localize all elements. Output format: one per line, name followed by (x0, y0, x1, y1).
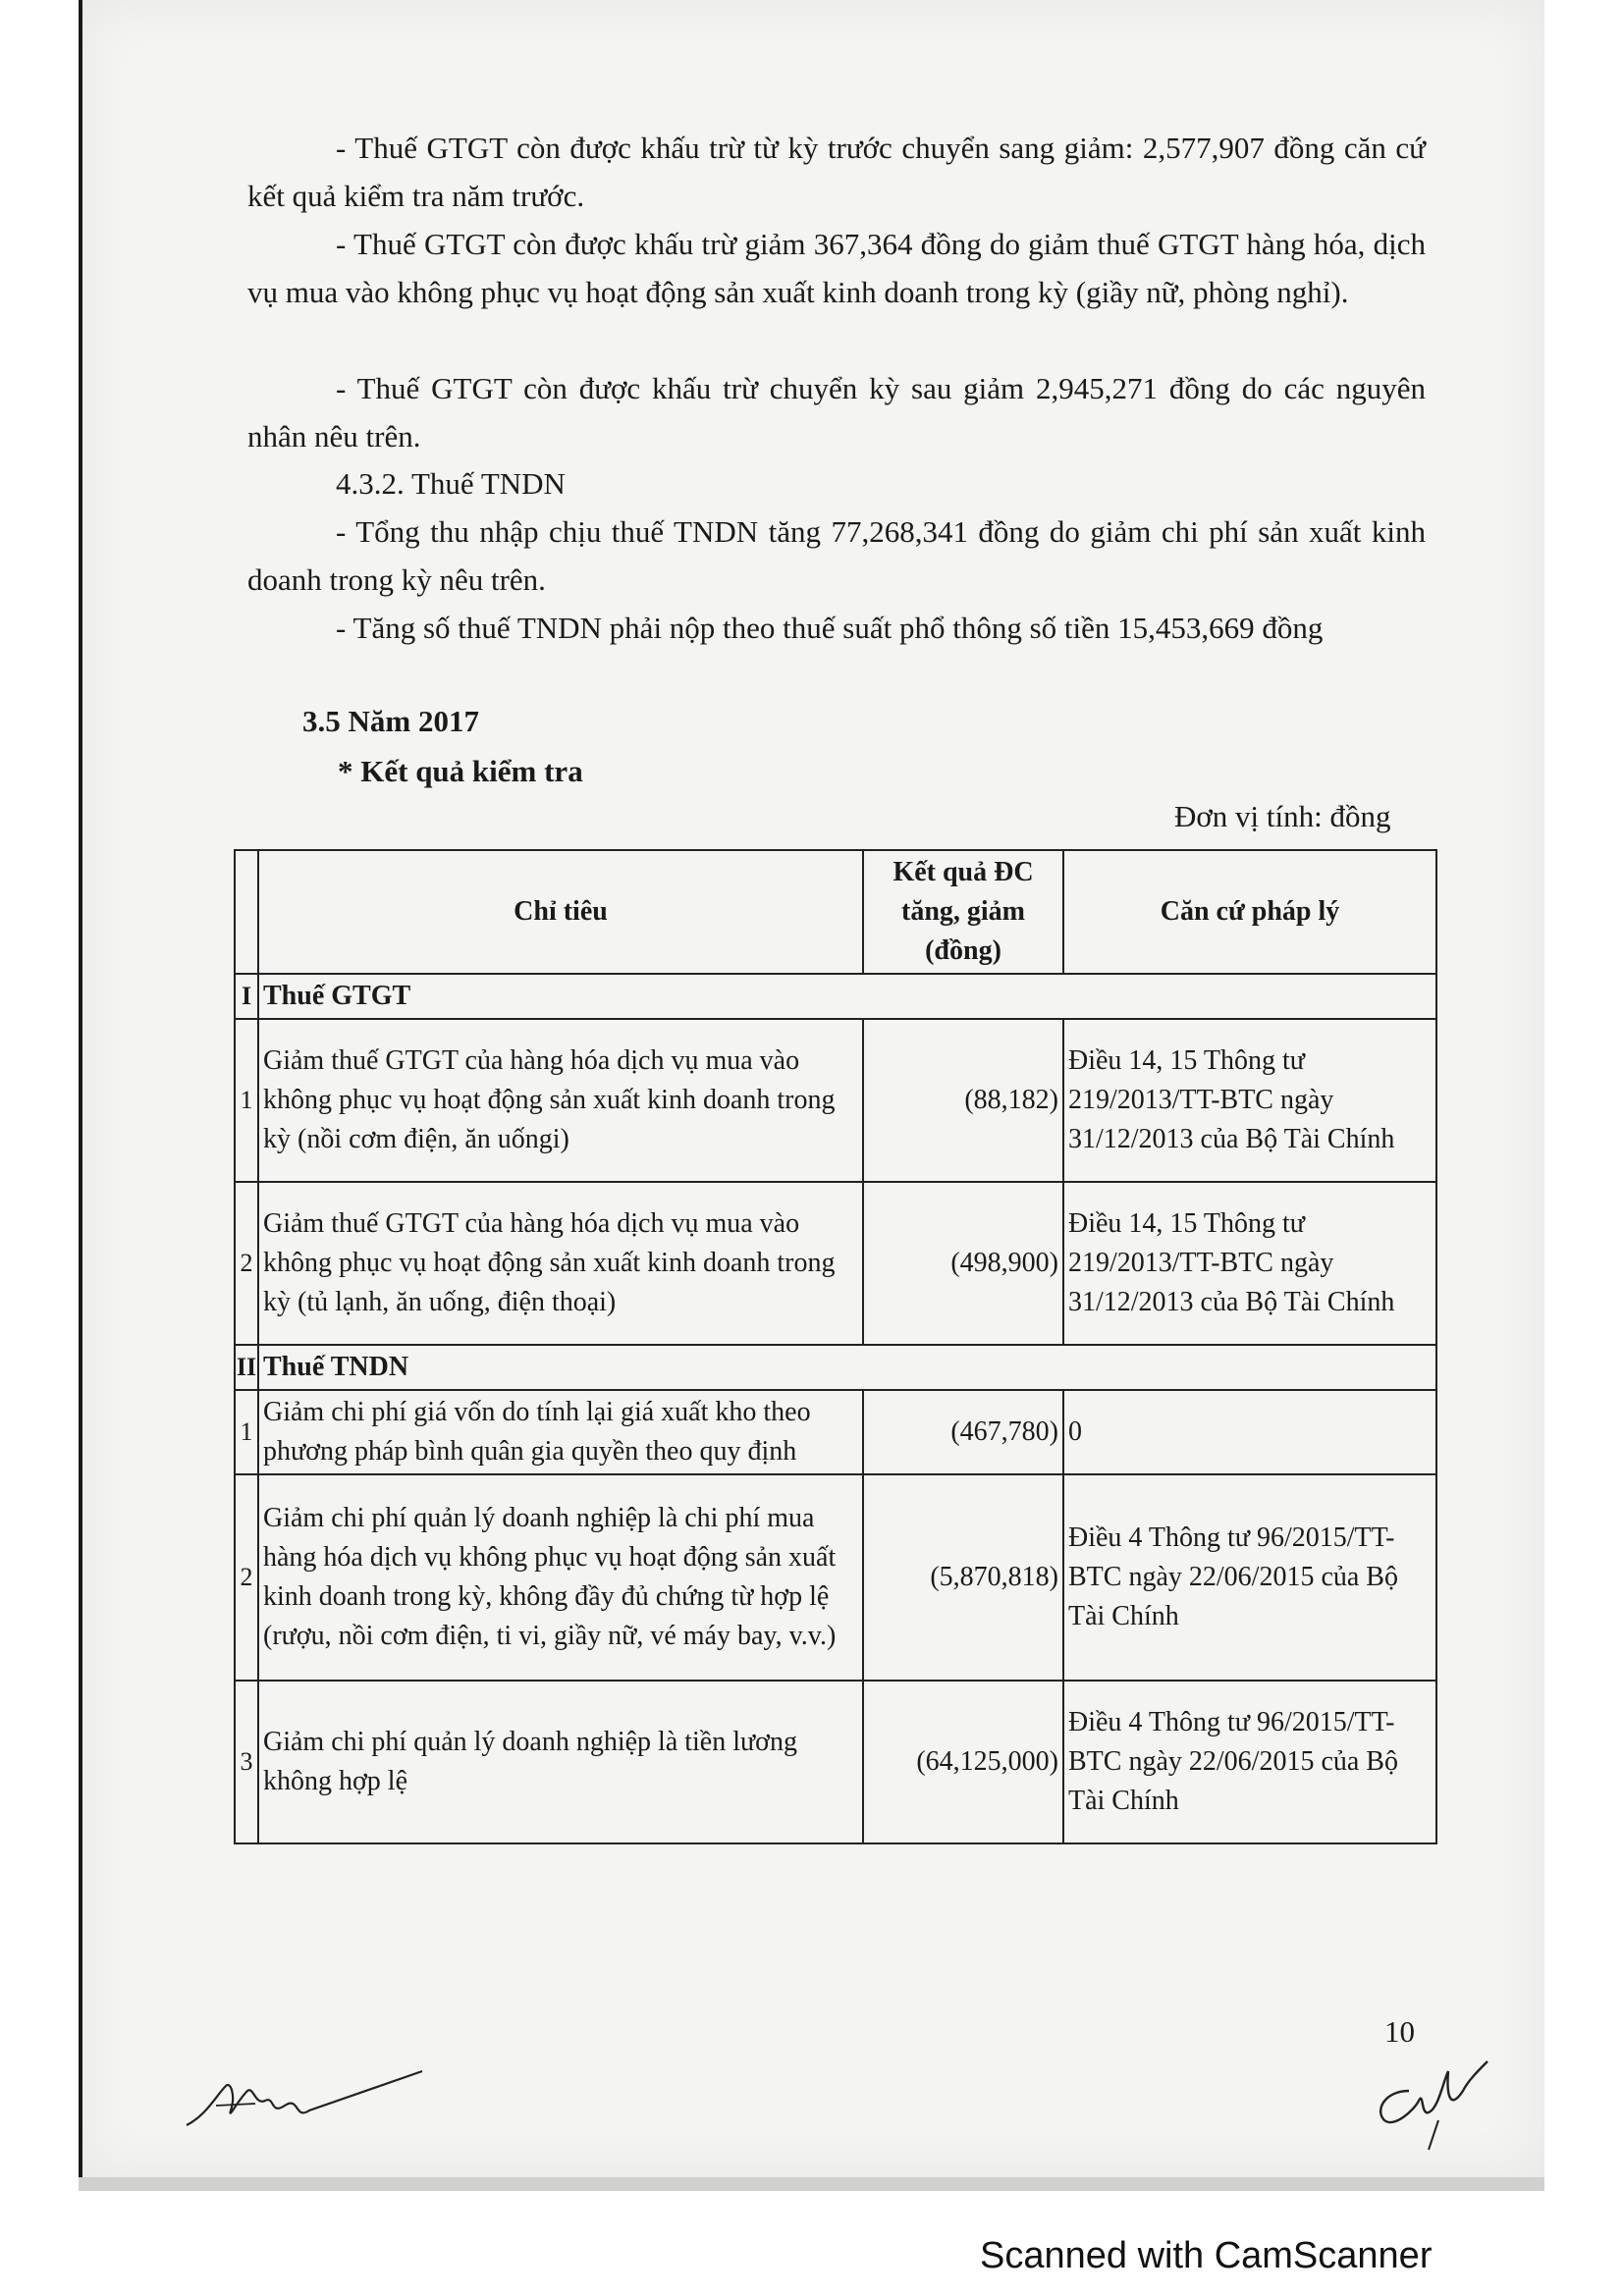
row-description: Giảm thuế GTGT của hàng hóa dịch vụ mua vào không phục vụ hoạt động sản xuất kinh doanh trong kỳ (tủ lạnh, ăn uống, điện thoại) (258, 1182, 863, 1345)
row-amount: (467,780) (863, 1390, 1063, 1474)
header-legal-basis: Căn cứ pháp lý (1063, 850, 1436, 974)
row-num: 1 (235, 1019, 258, 1182)
row-description: Giảm chi phí quản lý doanh nghiệp là chi phí mua hàng hóa dịch vụ không phục vụ hoạt động sản xuất kinh doanh trong kỳ, không đầy đủ chứng từ hợp lệ (rượu, nồi cơm điện, ti vi, giầy nữ, vé máy bay, v.v.) (258, 1474, 863, 1681)
row-num: 3 (235, 1681, 258, 1843)
section-title: Thuế TNDN (258, 1345, 1436, 1390)
row-legal-basis: Điều 14, 15 Thông tư 219/2013/TT-BTC ngày 31/12/2013 của Bộ Tài Chính (1063, 1019, 1436, 1182)
header-result-line1: Kết quả ĐC (893, 857, 1034, 887)
row-amount: (88,182) (863, 1019, 1063, 1182)
section-heading-2017: 3.5 Năm 2017 (302, 704, 479, 738)
row-num: 1 (235, 1390, 258, 1474)
row-num: 2 (235, 1182, 258, 1345)
row-num: 2 (235, 1474, 258, 1681)
section-num: II (235, 1345, 258, 1390)
row-description: Giảm chi phí giá vốn do tính lại giá xuất kho theo phương pháp bình quân gia quyền theo quy định (258, 1390, 863, 1474)
paragraph-vat-deduction-reduced: - Thuế GTGT còn được khấu trừ giảm 367,364 đồng do giảm thuế GTGT hàng hóa, dịch vụ mua vào không phục vụ hoạt động sản xuất kinh doanh trong kỳ (giầy nữ, phòng nghỉ). (247, 227, 1426, 309)
camscanner-watermark: Scanned with CamScanner (980, 2235, 1433, 2276)
paper-edge-shadow (79, 0, 82, 2177)
row-legal-basis: Điều 14, 15 Thông tư 219/2013/TT-BTC ngày 31/12/2013 của Bộ Tài Chính (1063, 1182, 1436, 1345)
row-amount: (498,900) (863, 1182, 1063, 1345)
audit-results-table (234, 849, 1437, 1844)
paragraph-vat-carried-forward: - Thuế GTGT còn được khấu trừ từ kỳ trước chuyển sang giảm: 2,577,907 đồng căn cứ kết quả kiểm tra năm trước. (247, 131, 1426, 213)
section-row-cit (235, 1345, 1436, 1390)
table-header-row (235, 850, 1436, 974)
row-legal-basis: Điều 4 Thông tư 96/2015/TT-BTC ngày 22/06/2015 của Bộ Tài Chính (1063, 1474, 1436, 1681)
header-indicator: Chỉ tiêu (258, 850, 863, 974)
row-legal-basis: Điều 4 Thông tư 96/2015/TT-BTC ngày 22/06/2015 của Bộ Tài Chính (1063, 1681, 1436, 1843)
row-amount: (64,125,000) (863, 1681, 1063, 1843)
header-num-cell (235, 850, 258, 974)
results-heading: * Kết quả kiểm tra (338, 754, 583, 788)
header-result (863, 850, 1063, 974)
section-title: Thuế GTGT (258, 974, 1436, 1019)
table-row (235, 1182, 1436, 1345)
header-result-line2: tăng, giảm (901, 896, 1025, 927)
section-num: I (235, 974, 258, 1019)
paragraph-vat-next-period: - Thuế GTGT còn được khấu trừ chuyển kỳ sau giảm 2,945,271 đồng do các nguyên nhân nêu trên. (247, 371, 1426, 454)
paragraph-cit-payable: - Tăng số thuế TNDN phải nộp theo thuế suất phổ thông số tiền 15,453,669 đồng (336, 611, 1324, 645)
paper-bottom-edge (79, 2177, 1544, 2191)
table-row (235, 1390, 1436, 1474)
paragraph-taxable-income: - Tổng thu nhập chịu thuế TNDN tăng 77,268,341 đồng do giảm chi phí sản xuất kinh doanh trong kỳ nêu trên. (247, 514, 1426, 597)
table-row (235, 1681, 1436, 1843)
row-description: Giảm chi phí quản lý doanh nghiệp là tiền lương không hợp lệ (258, 1681, 863, 1843)
unit-label: Đơn vị tính: đồng (1174, 799, 1391, 833)
header-result-line3: (đồng) (925, 935, 1001, 966)
signature-right-icon (1370, 2052, 1507, 2160)
row-amount: (5,870,818) (863, 1474, 1063, 1681)
row-legal-basis: 0 (1063, 1390, 1436, 1474)
table-row (235, 1474, 1436, 1681)
table-row (235, 1019, 1436, 1182)
subsection-heading-cit: 4.3.2. Thuế TNDN (336, 466, 566, 501)
section-row-vat (235, 974, 1436, 1019)
page-number: 10 (1384, 2014, 1415, 2049)
row-description: Giảm thuế GTGT của hàng hóa dịch vụ mua vào không phục vụ hoạt động sản xuất kinh doanh trong kỳ (nồi cơm điện, ăn uốngi) (258, 1019, 863, 1182)
signature-left-icon (177, 2056, 432, 2145)
